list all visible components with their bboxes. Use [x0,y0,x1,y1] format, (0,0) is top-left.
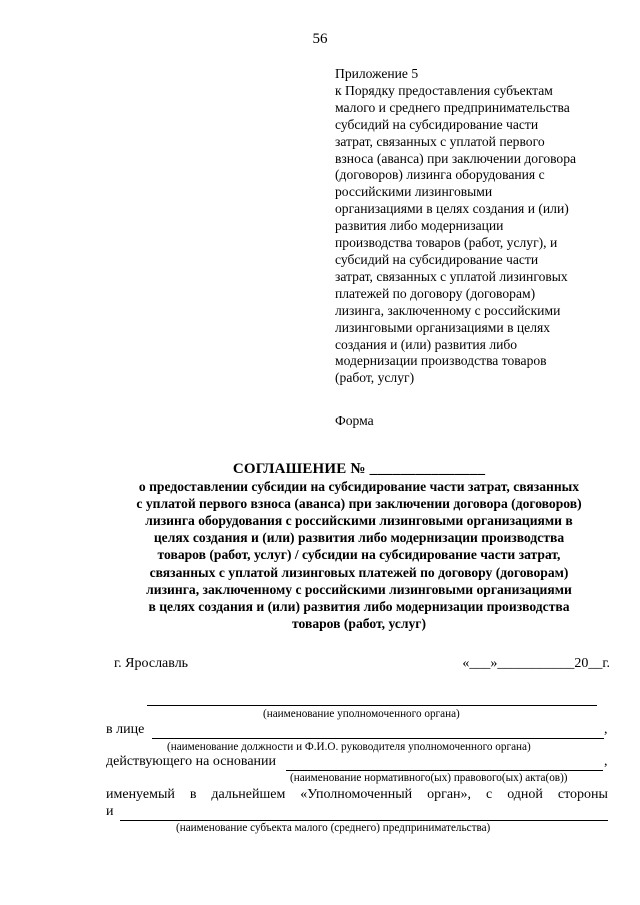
entity-hint: (наименование субъекта малого (среднего) предпринимательства) [176,822,491,834]
head-name-hint: (наименование должности и Ф.И.О. руководителя уполномоченного органа) [167,741,531,753]
appendix-line: платежей по договору (договорам) [335,285,536,301]
title-line: о предоставлении субсидии на субсидирование части затрат, связанных [138,479,580,495]
appendix-line: лизинговыми организациями в целях [335,319,551,335]
agreement-title-block [100,461,618,632]
named-word: орган», [427,787,472,802]
organ-name-hint: (наименование уполномоченного органа) [263,708,460,720]
appendix-line: (договоров) лизинга оборудования с [335,167,545,183]
appendix-block [335,66,625,387]
organ-name-line [147,705,597,706]
appendix-line: организациями в целях создания и (или) [335,201,569,217]
named-word: одной [507,787,543,802]
agreement-title: СОГЛАШЕНИЕ № _______________ [232,461,486,477]
appendix-line: Приложение 5 [335,66,419,81]
appendix-line: лизинга, заключенному с российскими [335,302,561,318]
date-field: «___»___________20__г. [462,656,610,671]
named-line [106,787,608,803]
head-comma: , [604,722,608,737]
appendix-line: малого и среднего предпринимательства [335,99,570,115]
appendix-line: субсидий на субсидирование части [335,116,539,132]
form-label: Форма [335,413,374,428]
basis-comma: , [604,754,608,769]
appendix-line: создания и (или) развития либо [335,336,518,352]
named-word: с [486,787,493,802]
title-line: товаров (работ, услуг) [292,615,426,631]
entity-line [120,820,608,821]
basis-label: действующего на основании [106,754,277,769]
title-line: связанных с уплатой лизинговых платежей по договору (договорам) [149,564,569,580]
named-word: дальнейшем [211,787,286,802]
title-line: товаров (работ, услуг) / субсидии на субсидирование части затрат, [157,547,561,563]
named-word: «Уполномоченный [300,787,413,802]
appendix-line: субсидий на субсидирование части [335,251,539,267]
and-label: и [106,804,114,819]
v-litse-label: в лице [106,722,145,737]
named-word: в [189,787,197,802]
appendix-line: к Порядку предоставления субъектам [335,82,553,98]
appendix-line: затрат, связанных с уплатой лизинговых [335,268,568,284]
appendix-line: модернизации производства товаров [335,353,547,369]
title-line: лизинга оборудования с российскими лизинговыми организациями в [145,513,573,529]
appendix-line: затрат, связанных с уплатой первого [335,133,545,149]
act-hint: (наименование нормативного(ых) правового(ых) акта(ов)) [290,772,568,784]
title-line: целях создания и (или) развития либо модернизации производства [153,530,565,546]
appendix-line: (работ, услуг) [335,370,415,386]
appendix-line: взноса (аванса) при заключении договора [335,150,577,166]
appendix-line: российскими лизинговыми [335,184,493,200]
place: г. Ярославль [114,656,189,671]
appendix-line: производства товаров (работ, услуг), и [335,235,558,251]
named-word: стороны [557,787,608,802]
appendix-line: развития либо модернизации [335,218,504,234]
basis-line [286,770,603,771]
head-name-line [152,738,604,739]
named-word: именуемый [106,787,175,802]
page-number: 56 [312,31,328,47]
title-line: в целях создания и (или) развития либо модернизации производства [148,598,570,614]
title-line: лизинга, заключенному с российскими лизинговыми организациями [146,581,572,597]
title-line: с уплатой первого взноса (аванса) при заключении договора (договоров) [136,496,582,512]
